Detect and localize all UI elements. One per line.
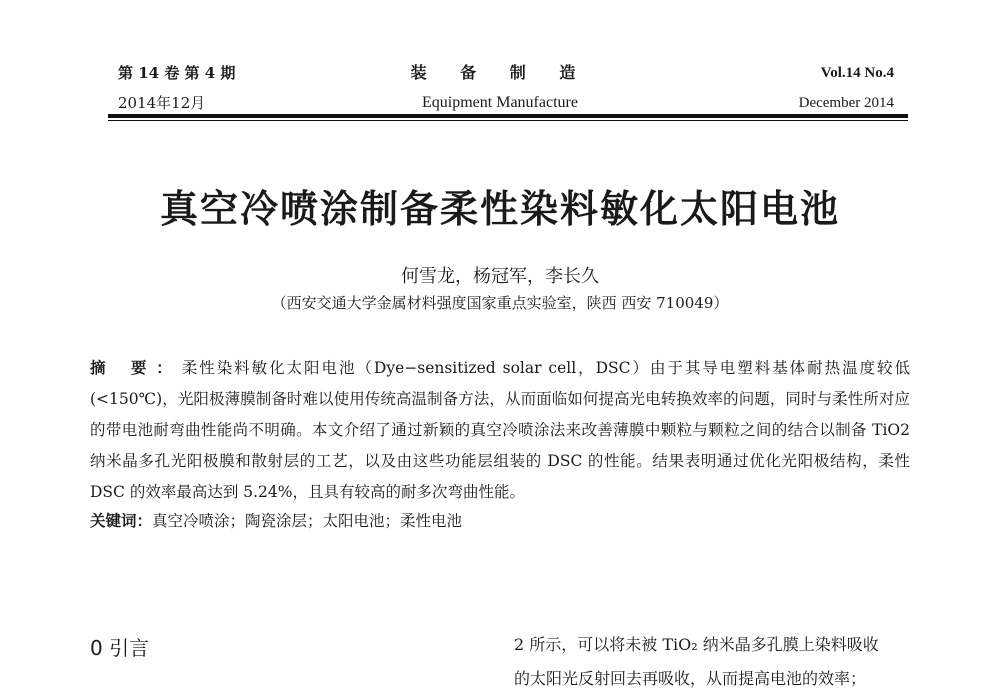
body-line: 的太阳光反射回去再吸收，从而提高电池的效率；: [514, 669, 867, 688]
body-line: 2 所示，可以将未被 TiO₂ 纳米晶多孔膜上染料吸收: [514, 635, 879, 654]
keywords: [90, 506, 910, 536]
date-en: December 2014: [798, 95, 894, 111]
article-authors: 何雪龙，杨冠军，李长久: [401, 266, 599, 287]
article-affiliation: （西安交通大学金属材料强度国家重点实验室，陕西 西安 710049）: [271, 294, 729, 312]
journal-name-en: Equipment Manufacture: [422, 94, 578, 111]
header-rule-thin: [108, 120, 908, 121]
header-rule-thick: [108, 114, 908, 118]
section-heading: 0 引言: [90, 636, 150, 660]
abstract-text: 柔性染料敏化太阳电池（Dye−sensitized solar cell，DSC）由于其导电塑料基体耐热温度较低(<150℃)，光阳极薄膜制备时难以使用传统高温制备方法，从而面临如何提高光电转换效率的问题，同时与柔性所对应的带电池耐弯曲性能尚不明确。本文介绍了通过新颖的真空冷喷涂法来改善薄膜中颗粒与颗粒之间的结合以制备 TiO2 纳米晶多孔光阳极膜和散射层的工艺，以及由这些功能层组装的 DSC 的性能。结果表明通过优化光阳极结构，柔性 DSC 的效率最高达到 5.24%，且具有较高的耐多次弯曲性能。: [90, 359, 910, 501]
body-text-column: [514, 628, 914, 696]
volume-en: Vol.14 No.4: [820, 65, 894, 81]
keywords-text: 真空冷喷涂；陶瓷涂层；太阳电池；柔性电池: [152, 512, 463, 530]
journal-issue-en: [760, 58, 894, 118]
keywords-label: 关键词：: [90, 512, 153, 530]
article-title: 真空冷喷涂制备柔性染料敏化太阳电池: [159, 187, 840, 231]
journal-name-cn: 装 备 制 造: [410, 63, 590, 82]
abstract-label: 摘 要：: [90, 358, 182, 377]
date-cn: 2014年12月: [118, 94, 206, 112]
volume-cn: 第 14 卷 第 4 期: [118, 64, 236, 82]
abstract: [90, 352, 910, 508]
